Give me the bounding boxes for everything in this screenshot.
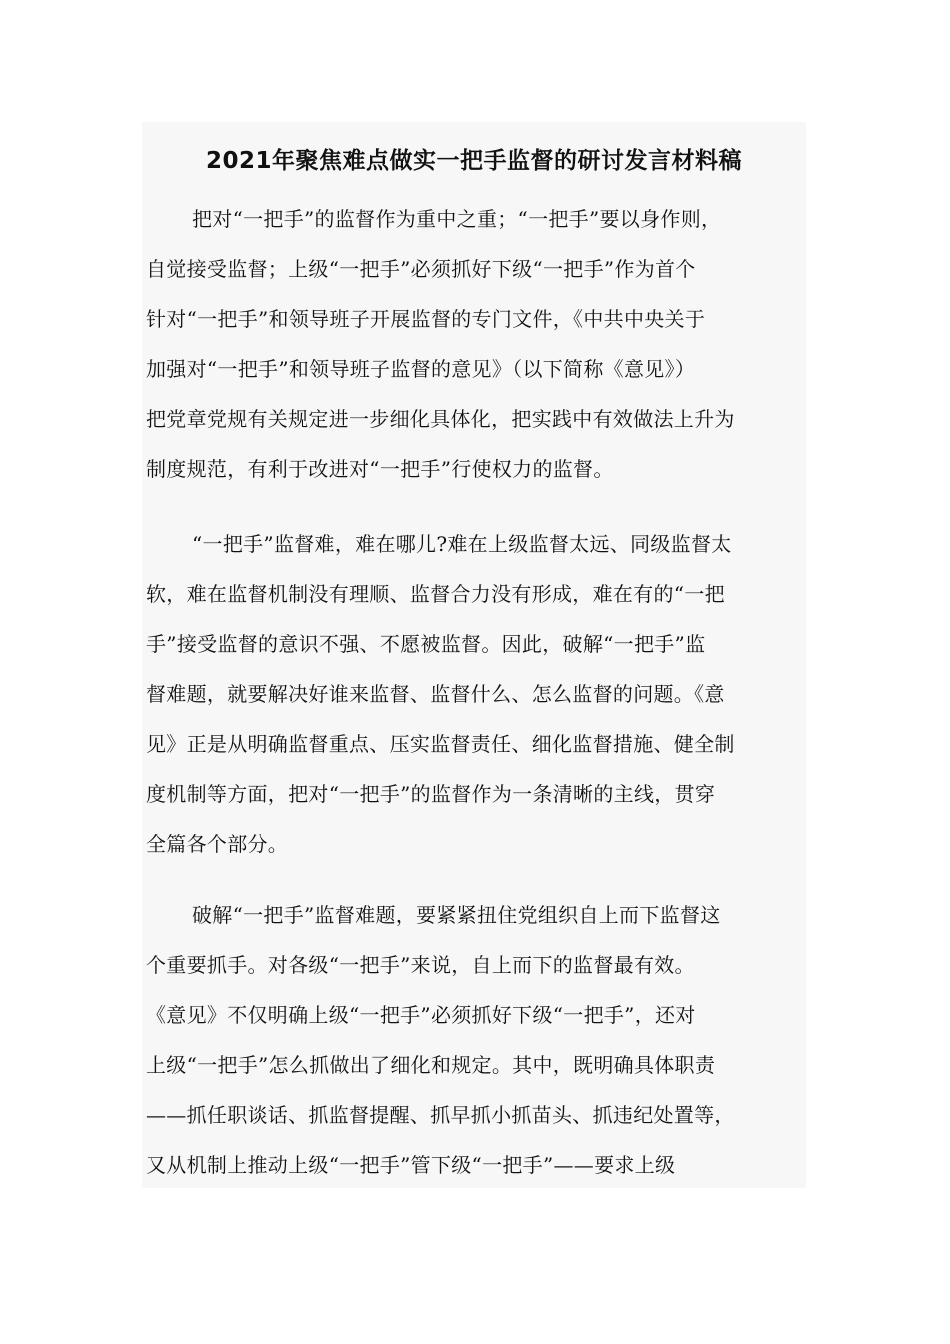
paragraph-line: 加强对“一把手”和领导班子监督的意见》（以下简称《意见》） (146, 357, 696, 381)
paragraph-line: 手”接受监督的意识不强、不愿被监督。因此，破解“一把手”监 (146, 632, 706, 656)
paragraph-line: 针对“一把手”和领导班子开展监督的专门文件，《中共中央关于 (146, 307, 706, 331)
paragraph-line: 度机制等方面，把对“一把手”的监督作为一条清晰的主线，贯穿 (146, 782, 716, 806)
paragraph-line: 个重要抓手。对各级“一把手”来说，自上而下的监督最有效。 (146, 953, 695, 977)
paragraph-line: 软，难在监督机制没有理顺、监督合力没有形成，难在有的“一把 (146, 582, 725, 606)
paragraph-line: 破解“一把手”监督难题，要紧紧扭住党组织自上而下监督这 (192, 903, 721, 927)
paragraph-1 (146, 194, 810, 494)
paragraph-line: ——抓任职谈话、抓监督提醒、抓早抓小抓苗头、抓违纪处置等， (146, 1103, 735, 1127)
paragraph-line: “一把手”监督难，难在哪儿?难在上级监督太远、同级监督太 (192, 532, 732, 556)
paragraph-line: 把党章党规有关规定进一步细化具体化，把实践中有效做法上升为 (146, 407, 735, 431)
paragraph-line: 制度规范，有利于改进对“一把手”行使权力的监督。 (146, 457, 614, 481)
paragraph-3 (146, 890, 810, 1190)
paragraph-line: 全篇各个部分。 (146, 832, 289, 856)
paragraph-line: 见》正是从明确监督重点、压实监督责任、细化监督措施、健全制 (146, 732, 735, 756)
paragraph-line: 上级“一把手”怎么抓做出了细化和规定。其中，既明确具体职责 (146, 1053, 716, 1077)
paragraph-2 (146, 519, 810, 869)
paragraph-line: 《意见》不仅明确上级“一把手”必须抓好下级“一把手”，还对 (146, 1003, 696, 1027)
document-content (142, 122, 806, 1188)
paragraph-line: 自觉接受监督；上级“一把手”必须抓好下级“一把手”作为首个 (146, 257, 696, 281)
paragraph-line: 督难题，就要解决好谁来监督、监督什么、怎么监督的问题。《意 (146, 682, 725, 706)
paragraph-line: 把对“一把手”的监督作为重中之重；“一把手”要以身作则， (192, 207, 722, 231)
paragraph-line: 又从机制上推动上级“一把手”管下级“一把手”——要求上级 (146, 1153, 676, 1177)
document-title: 2021年聚焦难点做实一把手监督的研讨发言材料稿 (205, 148, 742, 174)
